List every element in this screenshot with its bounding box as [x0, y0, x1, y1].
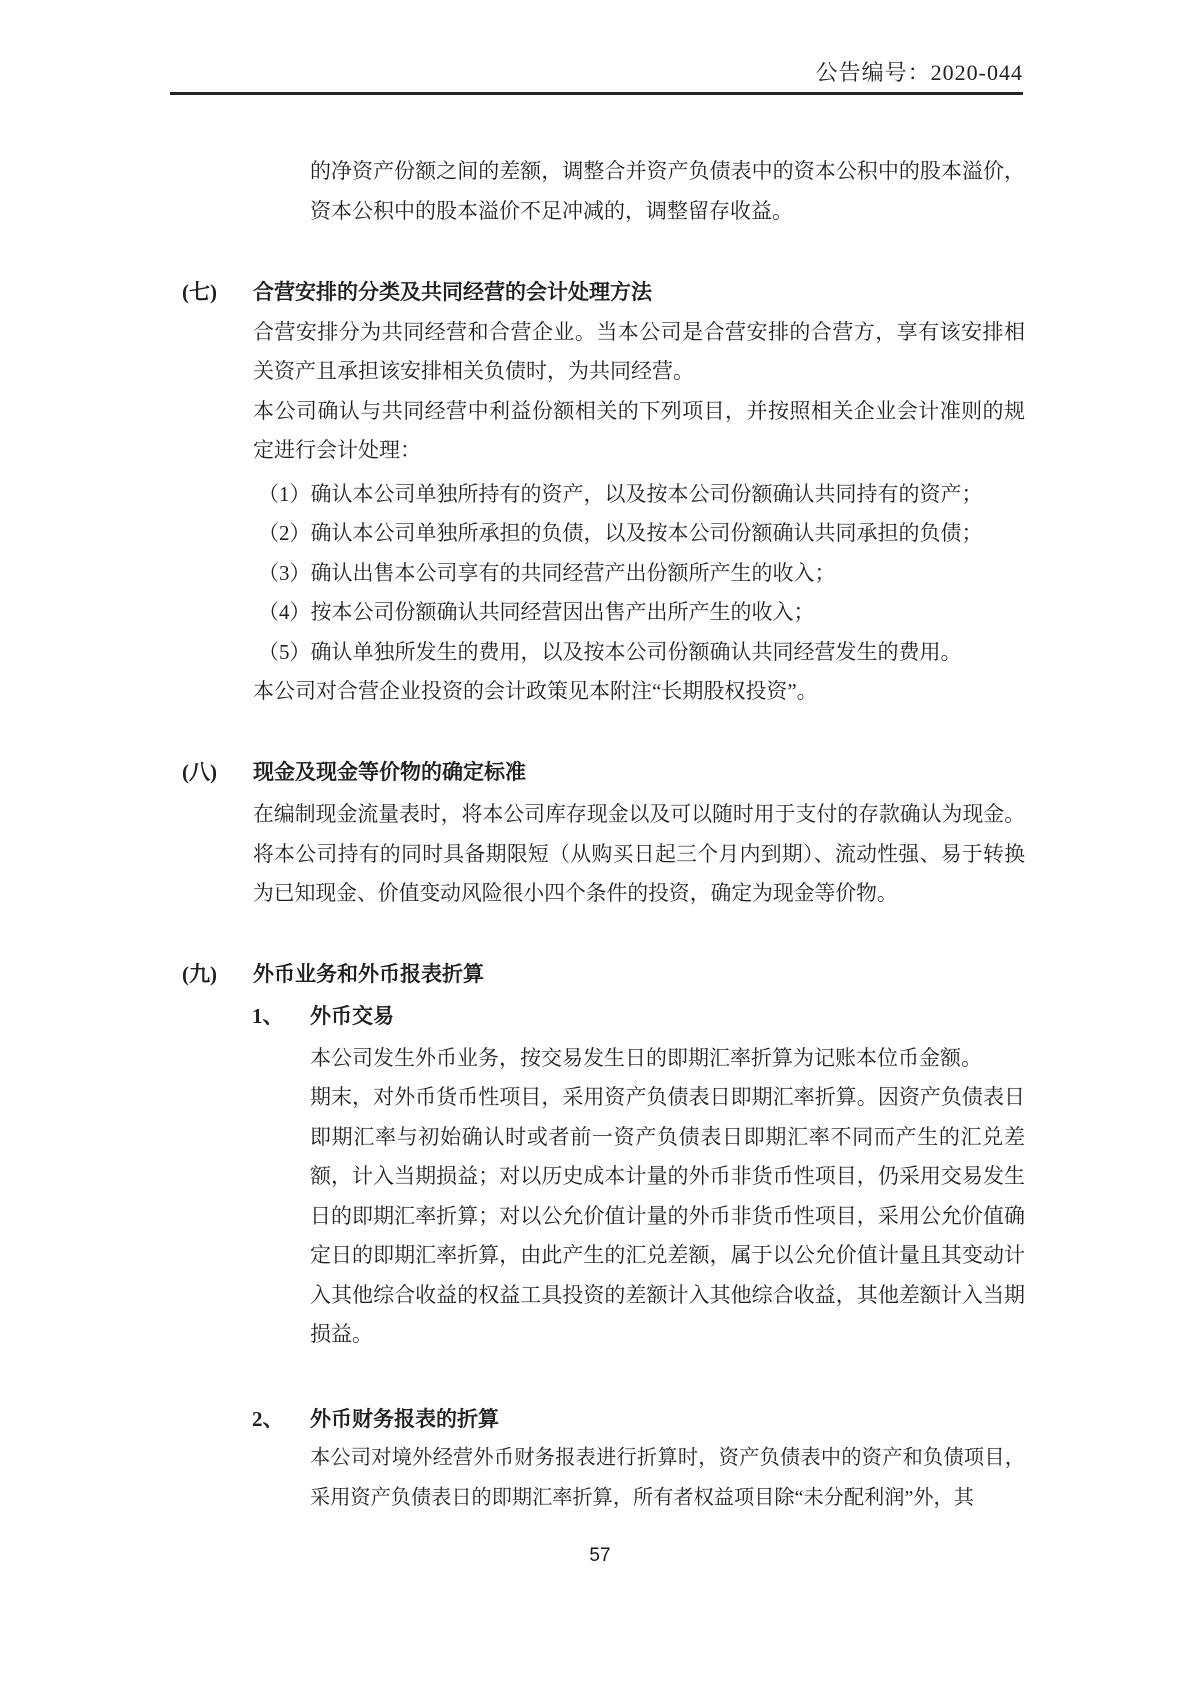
subsection-number: 1、: [252, 1004, 284, 1028]
body-paragraph: 本公司对境外经营外币财务报表进行折算时，资产负债表中的资产和负债项目， 采用资产负债表日的即期汇率折算，所有者权益项目除“未分配利润”外，其: [310, 1447, 1025, 1509]
section-label: (八): [182, 759, 217, 784]
section-title: 现金及现金等价物的确定标准: [253, 759, 526, 784]
body-paragraph: 在编制现金流量表时，将本公司库存现金以及可以随时用于支付的存款确认为现金。 将本公司持有的同时具备期限短（从购买日起三个月内到期）、流动性强、易于转换 为已知现金、价值变动风险很小四个条件的投资，确定为现金等价物。: [253, 803, 1025, 905]
section-heading-7: [182, 273, 1025, 313]
body-paragraph: 期末，对外币货币性项目，采用资产负债表日即期汇率折算。因资产负债表日 即期汇率与初始确认时或者前一资产负债表日即期汇率不同而产生的汇兑差 额，计入当期损益；对以历史成本计量的外币非货币性项目，仍采用交易发生 日的即期汇率折算；对以公允价值计量的外币非货币性项目，采用公允价值确 定日的即期汇率折算，由此产生的汇兑差额，属于以公允价值计量且其变动计 入其他综合收益的权益工具投资的差额计入其他综合收益，其他差额计入当期 损益。: [310, 1085, 1025, 1346]
subsection-number: 2、: [252, 1406, 284, 1431]
section-label: (九): [182, 961, 217, 986]
header-divider: [170, 92, 1023, 95]
section-heading-8: [182, 753, 1025, 793]
body-paragraph: 本公司确认与共同经营中利益份额相关的下列项目，并按照相关企业会计准则的规 定进行会计处理：: [253, 398, 1025, 462]
page-number: 57: [589, 1545, 611, 1566]
document-body: [182, 152, 1025, 1518]
section-heading-9: [182, 955, 1025, 995]
section-title: 合营安排的分类及共同经营的会计处理方法: [253, 280, 652, 304]
list-item: （2）确认本公司单独所承担的负债，以及按本公司份额确认共同承担的负债；: [258, 521, 983, 545]
intro-paragraph: 的净资产份额之间的差额，调整合并资产负债表中的资本公积中的股本溢价， 资本公积中的股本溢价不足冲减的，调整留存收益。: [310, 159, 1025, 223]
subsection-heading-2: [252, 1400, 1025, 1440]
list-item: （4）按本公司份额确认共同经营因出售产出所产生的收入；: [258, 600, 815, 624]
section-title: 外币业务和外币报表折算: [253, 961, 484, 986]
subsection-title: 外币交易: [310, 1004, 394, 1028]
doc-number: 公告编号：2020-044: [815, 60, 1023, 85]
list-item: （3）确认出售本公司享有的共同经营产出份额所产生的收入；: [258, 560, 836, 585]
list-item: （5）确认单独所发生的费用，以及按本公司份额确认共同经营发生的费用。: [258, 639, 962, 664]
list-item: （1）确认本公司单独所持有的资产，以及按本公司份额确认共同持有的资产；: [258, 481, 983, 506]
body-paragraph: 本公司对合营企业投资的会计政策见本附注“长期股权投资”。: [253, 679, 818, 703]
subsection-title: 外币财务报表的折算: [310, 1406, 499, 1431]
subsection-heading-1: [252, 997, 1025, 1037]
body-paragraph: 合营安排分为共同经营和合营企业。当本公司是合营安排的合营方，享有该安排相 关资产且承担该安排相关负债时，为共同经营。: [253, 319, 1025, 383]
body-paragraph: 本公司发生外币业务，按交易发生日的即期汇率折算为记账本位币金额。: [310, 1045, 982, 1070]
section-label: (七): [182, 280, 217, 304]
numbered-list: [182, 475, 1025, 673]
